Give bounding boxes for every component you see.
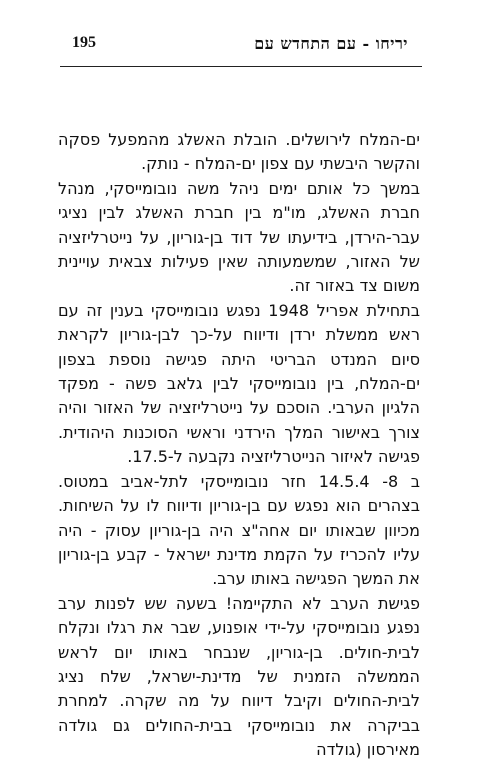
page-header	[72, 34, 408, 60]
paragraph: ב 8- 14.5.4 חזר נובומייסקי לתל-אביב במטוס. בצהרים הוא נפגש עם בן-גוריון ודיווח לו על השיחות. מכיוון שבאותו יום אחה"צ היה בן-גוריון עסוק - היה עליו להכריז על הקמת מדינת ישראל - קבע בן-גוריון את המשך הפגישה באותו ערב.	[58, 471, 421, 589]
paragraph: בתחילת אפריל 1948 נפגש נובומייסקי בענין זה עם ראש ממשלת ירדן ודיווח על-כך לבן-גוריון לקראת סיום המנדט הבריטי היתה פגישה נוספת בצפון ים-המלח, בין נובומייסקי לבין גלאב פשה - מפקד הלגיון הערבי. הוסכם על נייטרליזציה של האזור והיה צורך באישור המלך הירדני וראשי הסוכנות היהודית. פגישה לאיזור הנייטרליזציה נקבעה ל-17.5.	[58, 300, 420, 467]
header-rule	[60, 66, 422, 67]
page-number: 195	[72, 34, 96, 51]
running-title: יריחו - עם התחדש עם	[254, 34, 408, 53]
paragraph: במשך כל אותם ימים ניהל משה נובומייסקי, מנהל חברת האשלג, מו"מ בין חברת האשלג לבין נציגי עבר-הירדן, בידיעתו של דוד בן-גוריון, על נייטרליזציה של האזור, שמשמעותה שאין פעילות צבאית עויינית משום צד באזור זה.	[58, 178, 420, 296]
body-text	[58, 128, 420, 763]
paragraph: פגישת הערב לא התקיימה! בשעה שש לפנות ערב נפגע נובומייסקי על-ידי אופנוע, שבר את רגלו ונקלח לבית-חולים. בן-גוריון, שנבחר באותו יום לראש הממשלה הזמנית של מדינת-ישראל, שלח נציג לבית-החולים וקיבל דיווח על מה שקרה. למחרת בביקרה את נובומייסקי בבית-החולים גם גולדה מאירסון (גולדה	[58, 593, 420, 760]
paragraph: ים-המלח לירושלים. הובלת האשלג מהמפעל פסקה והקשר היבשתי עם צפון ים-המלח - נותק.	[58, 130, 420, 174]
